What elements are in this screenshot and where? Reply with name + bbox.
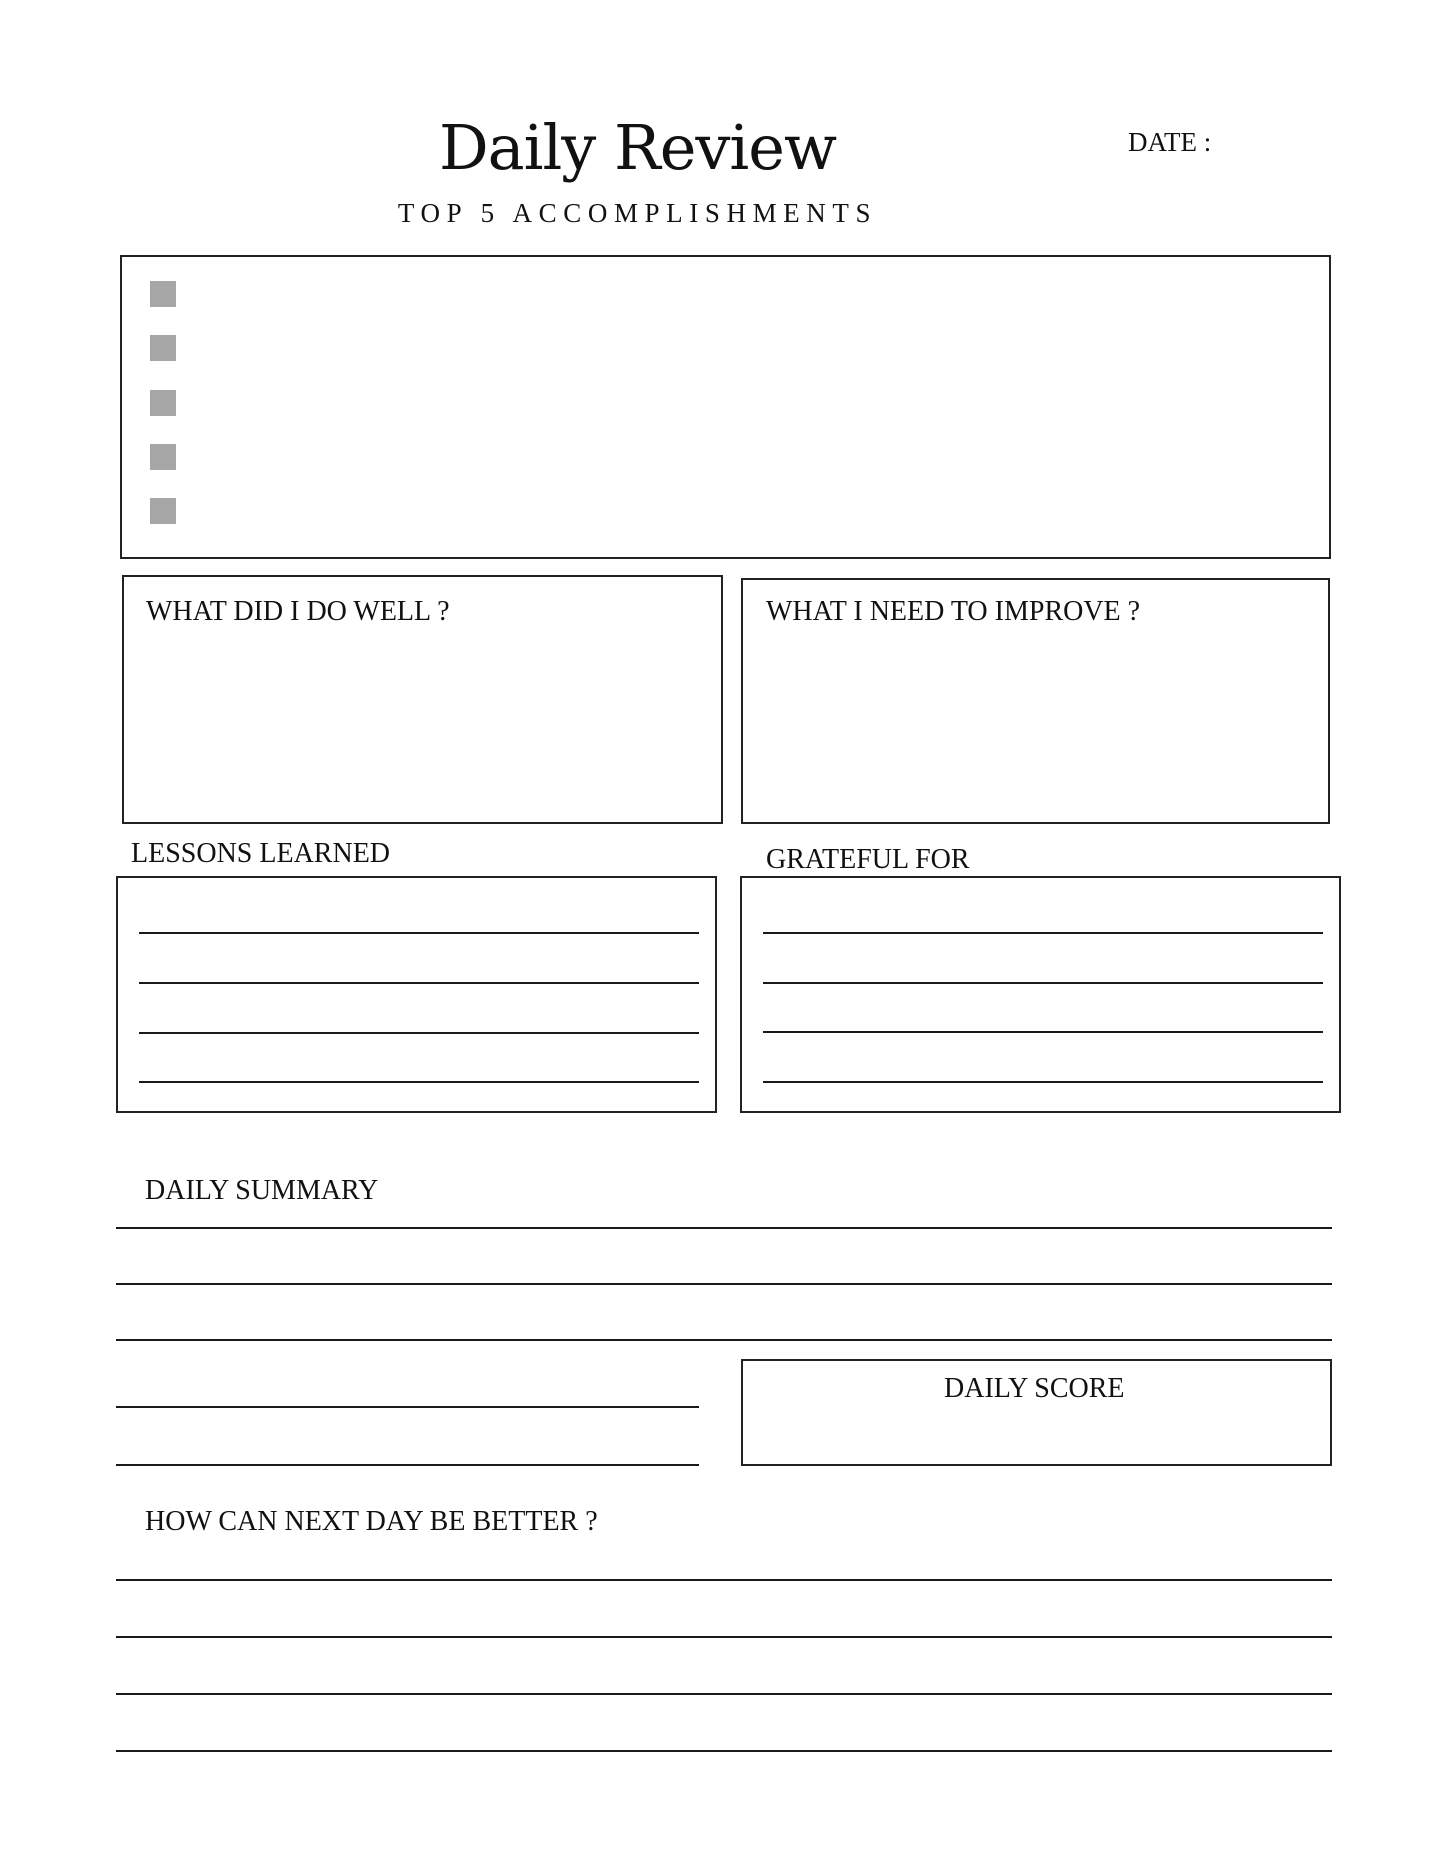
improve-label: WHAT I NEED TO IMPROVE ? (766, 596, 1141, 627)
score-value[interactable] (760, 1410, 1310, 1454)
lessons-line-3[interactable] (139, 1032, 699, 1034)
summary-line-3[interactable] (116, 1339, 1332, 1341)
summary-line-5[interactable] (116, 1464, 699, 1466)
date-field[interactable] (1222, 125, 1342, 157)
accomplishments-heading: TOP 5 ACCOMPLISHMENTS (397, 198, 878, 228)
grateful-line-3[interactable] (763, 1031, 1323, 1033)
date-label: DATE : (1128, 127, 1212, 157)
summary-line-1[interactable] (116, 1227, 1332, 1229)
summary-line-2[interactable] (116, 1283, 1332, 1285)
next-day-line-2[interactable] (116, 1636, 1332, 1638)
accomplishment-checkbox-4[interactable] (150, 444, 176, 470)
accomplishment-checkbox-3[interactable] (150, 390, 176, 416)
summary-label: DAILY SUMMARY (145, 1175, 379, 1206)
accomplishment-field-2[interactable] (195, 330, 1295, 366)
lessons-line-1[interactable] (139, 932, 699, 934)
page-title: Daily Review (438, 111, 837, 184)
grateful-box (740, 876, 1341, 1113)
did-well-label: WHAT DID I DO WELL ? (146, 596, 450, 627)
lessons-label: LESSONS LEARNED (131, 838, 391, 869)
lessons-box (116, 876, 717, 1113)
accomplishment-checkbox-5[interactable] (150, 498, 176, 524)
accomplishment-field-3[interactable] (195, 385, 1295, 421)
summary-line-4[interactable] (116, 1406, 699, 1408)
accomplishment-field-1[interactable] (195, 276, 1295, 312)
grateful-line-1[interactable] (763, 932, 1323, 934)
accomplishment-field-5[interactable] (195, 493, 1295, 529)
next-day-line-3[interactable] (116, 1693, 1332, 1695)
next-day-label: HOW CAN NEXT DAY BE BETTER ? (145, 1506, 598, 1537)
accomplishment-checkbox-2[interactable] (150, 335, 176, 361)
grateful-label: GRATEFUL FOR (766, 844, 970, 875)
grateful-line-2[interactable] (763, 982, 1323, 984)
accomplishment-field-4[interactable] (195, 439, 1295, 475)
lessons-line-2[interactable] (139, 982, 699, 984)
grateful-line-4[interactable] (763, 1081, 1323, 1083)
score-label: DAILY SCORE (944, 1373, 1125, 1404)
next-day-line-4[interactable] (116, 1750, 1332, 1752)
lessons-line-4[interactable] (139, 1081, 699, 1083)
accomplishment-checkbox-1[interactable] (150, 281, 176, 307)
next-day-line-1[interactable] (116, 1579, 1332, 1581)
